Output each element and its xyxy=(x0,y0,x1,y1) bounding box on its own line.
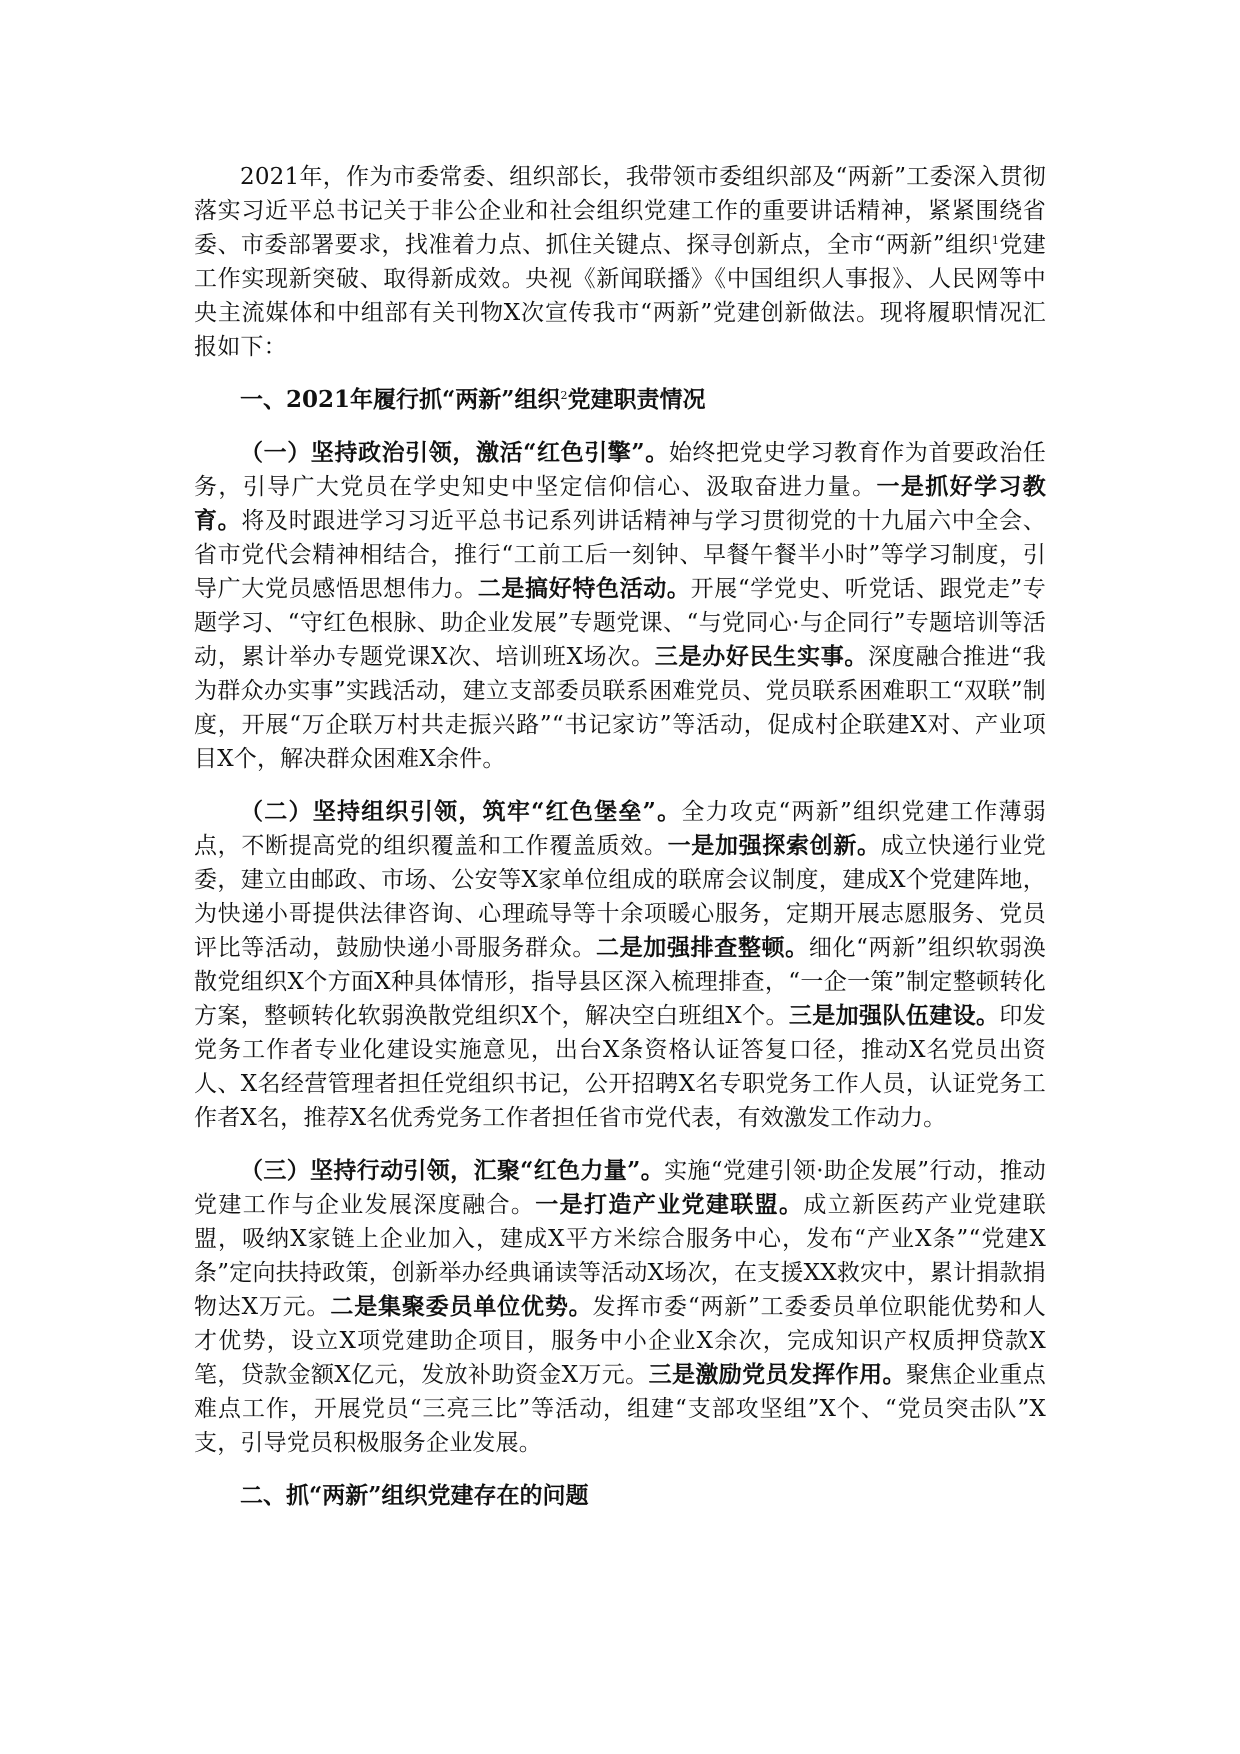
subsection-3-point-2-text: 发挥市委“两新”工委委员单位职能优势和人才优势，设立X项党建助企项目，服务中小企业X余次，完成知识产权质押贷款X笔，贷款金额X亿元，发放补助资金X万元。 xyxy=(194,1294,1046,1388)
section-1-title-part1: 一、2021年履行抓“两新”组织 xyxy=(240,386,561,413)
subsection-3-point-1-text: 成立新医药产业党建联盟，吸纳X家链上企业加入，建成X平方米综合服务中心，发布“产业X条”“党建X条”定向扶持政策，创新举办经典诵读等活动X场次，在支援XX救灾中，累计捐款捐物达X万元。 xyxy=(194,1192,1046,1320)
subsection-3-text: 实施“党建引领·助企发展”行动，推动党建工作与企业发展深度融合。 xyxy=(194,1158,1046,1218)
subsection-2-heading: （二）坚持组织引领，筑牢“红色堡垒”。 xyxy=(240,798,682,825)
subsection-1-point-2-heading: 二是搞好特色活动。 xyxy=(477,575,691,602)
footnote-marker-2[interactable]: 2 xyxy=(560,389,568,402)
subsection-2-point-3-heading: 三是加强队伍建设。 xyxy=(788,1002,1000,1029)
subsection-3-heading: （三）坚持行动引领，汇聚“红色力量”。 xyxy=(240,1157,665,1184)
subsection-2-point-2-text: 细化“两新”组织软弱涣散党组织X个方面X种具体情形，指导县区深入梳理排查，“一企一策”制定整顿转化方案，整顿转化软弱涣散党组织X个，解决空白班组X个。 xyxy=(194,935,1047,1029)
subsection-1-point-3-heading: 三是办好民生实事。 xyxy=(654,643,869,670)
section-heading-1 xyxy=(194,383,1046,417)
subsection-3-point-2-heading: 二是集聚委员单位优势。 xyxy=(330,1293,593,1320)
subsection-3-point-3-text: 聚焦企业重点难点工作，开展党员“三亮三比”等活动，组建“支部攻坚组”X个、“党员突击队”X支，引导党员积极服务企业发展。 xyxy=(194,1362,1047,1456)
subsection-paragraph-3 xyxy=(194,1154,1046,1460)
subsection-1-heading: （一）坚持政治引领，激活“红色引擎”。 xyxy=(240,439,669,466)
section-1-title-part2: 党建职责情况 xyxy=(567,386,706,413)
subsection-3-point-3-heading: 三是激励党员发挥作用。 xyxy=(648,1361,906,1388)
subsection-paragraph-2 xyxy=(194,795,1046,1135)
intro-paragraph xyxy=(194,160,1046,364)
intro-text-part1: 2021年，作为市委常委、组织部长，我带领市委组织部及“两新”工委深入贯彻落实习近平总书记关于非公企业和社会组织党建工作的重要讲话精神，紧紧围绕省委、市委部署要求，找准着力点、抓住关键点、探寻创新点，全市“两新”组织 xyxy=(194,164,1046,258)
section-heading-2: 二、抓“两新”组织党建存在的问题 xyxy=(240,1482,589,1509)
subsection-1-point-1-text: 将及时跟进学习习近平总书记系列讲话精神与学习贯彻党的十九届六中全会、省市党代会精神相结合，推行“工前工后一刻钟、早餐午餐半小时”等学习制度，引导广大党员感悟思想伟力。 xyxy=(194,508,1046,602)
subsection-1-point-1-heading: 一是抓好学习教育。 xyxy=(194,473,1046,534)
subsection-paragraph-1 xyxy=(194,436,1046,776)
subsection-2-point-1-text: 成立快递行业党委，建立由邮政、市场、公安等X家单位组成的联席会议制度，建成X个党建阵地，为快递小哥提供法律咨询、心理疏导等十余项暖心服务，定期开展志愿服务、党员评比等活动，鼓励快递小哥服务群众。 xyxy=(194,833,1046,961)
document-page xyxy=(194,160,1046,1532)
subsection-1-point-3-text: 深度融合推进“我为群众办实事”实践活动，建立支部委员联系困难党员、党员联系困难职工“双联”制度，开展“万企联万村共走振兴路”“书记家访”等活动，促成村企联建X对、产业项目X个，解决群众困难X余件。 xyxy=(194,644,1046,772)
intro-text-part2: 党建工作实现新突破、取得新成效。央视《新闻联播》《中国组织人事报》、人民网等中央主流媒体和中组部有关刊物X次宣传我市“两新”党建创新做法。现将履职情况汇报如下： xyxy=(194,232,1046,360)
subsection-2-point-1-heading: 一是加强探索创新。 xyxy=(667,832,881,859)
footnote-marker-1[interactable]: 1 xyxy=(991,234,1000,247)
subsection-2-text: 全力攻克“两新”组织党建工作薄弱点，不断提高党的组织覆盖和工作覆盖质效。 xyxy=(194,799,1046,859)
subsection-1-point-2-text: 开展“学党史、听党话、跟党走”专题学习、“守红色根脉、助企业发展”专题党课、“与党同心·与企同行”专题培训等活动，累计举办专题党课X次、培训班X场次。 xyxy=(194,576,1047,670)
subsection-2-point-3-text: 印发党务工作者专业化建设实施意见，出台X条资格认证答复口径，推动X名党员出资人、X名经营管理者担任党组织书记，公开招聘X名专职党务工作人员，认证党务工作者X名，推荐X名优秀党务工作者担任省市党代表，有效激发工作动力。 xyxy=(194,1003,1046,1131)
subsection-2-point-2-heading: 二是加强排查整顿。 xyxy=(596,934,809,961)
subsection-3-point-1-heading: 一是打造产业党建联盟。 xyxy=(535,1191,804,1218)
subsection-1-text: 始终把党史学习教育作为首要政治任务，引导广大党员在学史知史中坚定信仰信心、汲取奋进力量。 xyxy=(194,440,1046,500)
